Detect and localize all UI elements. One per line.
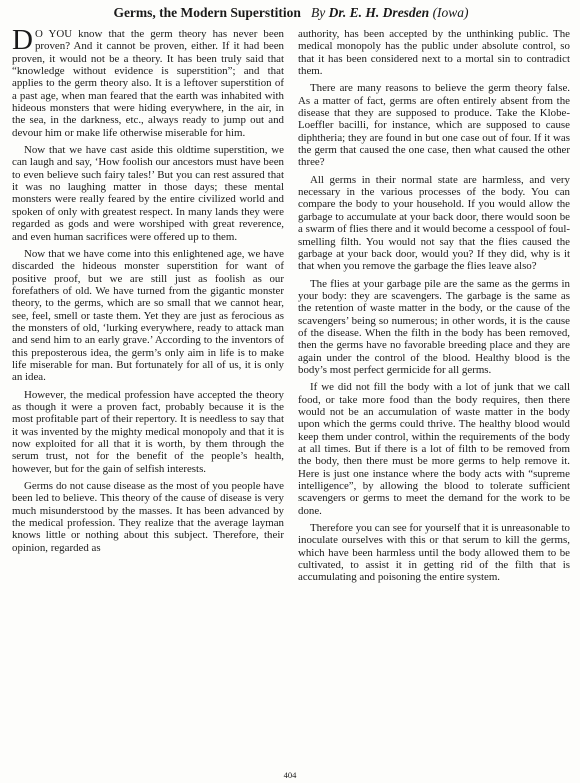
paragraph: Therefore you can see for yourself that it is unreasonable to inoculate ourselves with this or that serum to kill the germs, which have been harmless until the body allowed them to be cultivated, to assist it in getting rid of the filth that is accumulating and poisoning the entire system.	[298, 522, 570, 584]
article-body	[12, 24, 570, 589]
paragraph: There are many reasons to believe the germ theory false. As a matter of fact, germs are often entirely absent from the disease that they are supposed to produce. Take the Klobe-Loeffler bacilli, for instance, which are supposed to cause diphtheria; they are found in but one case out of four. If it was the germ that caused the one case, then what caused the other three?	[298, 82, 570, 169]
left-column	[12, 24, 284, 589]
byline-prefix: By	[311, 5, 326, 20]
paragraph: Now that we have come into this enlightened age, we have discarded the hideous monster superstition for want of positive proof, but we are still just as foolish as our forefathers of old. We have turned from the gigantic monster theory, to the germs, which are so small that we cannot hear, see, feel, smell or taste them. Yet they are just as ferocious as the monsters of old, ‘lurking everywhere, ready to attack man and send him to an early grave.’ According to the inventors of this preposterous idea, the germ’s only aim in life is to make life miserable for man. But fortunately for all of us, it is only an idea.	[12, 247, 284, 384]
author-location: (Iowa)	[432, 5, 469, 20]
article-title: Germs, the Modern Superstition	[113, 5, 301, 20]
author-name: Dr. E. H. Dresden	[328, 5, 430, 20]
article-header	[12, 4, 570, 24]
drop-cap: D	[12, 24, 33, 56]
paragraph: Germs do not cause disease as the most of you people have been led to believe. This theory of the cause of disease is very much misunderstood by the masses. It has been advanced by the medical profession. They realize that the average layman knows little or nothing about this subject. Therefore, their opinion, regarded as	[12, 480, 284, 554]
paragraph: authority, has been accepted by the unthinking public. The medical monopoly has the public under absolute control, so that it has been considered next to a mortal sin to contradict them.	[298, 28, 570, 78]
article-byline	[311, 5, 469, 20]
paragraph: If we did not fill the body with a lot of junk that we call food, or take more food than the body requires, then there would not be an accumulation of waste matter in the body upon which the germs could thrive. The healthy blood would keep them under control, within the requirements of the body at all times. But if there is a lot of filth to be removed from the body, then there must be more germs to help remove it. Here is just one instance where the body acts with “supreme intelligence”, by allowing the blood to tolerate sufficient scavengers or germs to meet the demand for the work to be done.	[298, 381, 570, 517]
paragraph: All germs in their normal state are harmless, and very necessary in the various processes of the body. You can compare the body to your household. If you would allow the garbage to accumulate at your back door, there would soon be a swarm of flies there and it would become a cesspool of foul-smelling filth. You would not say that the flies caused the garbage at your back door, would you? If they did, why is it that when you remove the garbage the flies leave also?	[298, 173, 570, 273]
paragraph: The flies at your garbage pile are the same as the germs in your body: they are scavengers. The garbage is the same as the retention of waste matter in the body, or the cause of the scavengers’ being so numerous; in other words, it is the cause of the disease. When the filth in the body has been removed, then the germs have no favorable breeding place and they are again under the control of the blood. Healthy blood is the body’s most perfect germicide for all germs.	[298, 277, 570, 376]
paragraph: However, the medical profession have accepted the theory as though it were a proven fact, probably because it is the most profitable part of their repertory. It is needless to say that it was invented by the mighty medical monopoly and that it is now exploited for all that it is worth, by them through the serum trust, not for the benefit of the people’s health, however, but for the gain of selfish interests.	[12, 388, 284, 475]
page-number: 404	[283, 770, 297, 780]
paragraph: D O YOU know that the germ theory has never been proven? And it cannot be proven, either. If it had been proven, it would not be a theory. It has been truly said that “knowledge without evidence is superstition”; and that applies to the germ theory also. It is a leftover superstition of a past age, when man feared that the earth was inhabited with hideous monsters that were hiding everywhere, in the air, in the sea, in the darkness, etc., always ready to jump out and devour him or make life otherwise miserable for him.	[12, 24, 284, 139]
paragraph: Now that we have cast aside this oldtime superstition, we can laugh and say, ‘How foolish our ancestors must have been to even believe such fairy tales!’ But you can rest assured that it was no laughing matter in those days; these mental monsters were really feared by the entire civilized world and spoken of only with greatest respect. In many lands they were regarded as gods and were worshiped with great reverence, and even human sacrifices were offered up to them.	[12, 144, 284, 243]
right-column	[298, 28, 570, 589]
